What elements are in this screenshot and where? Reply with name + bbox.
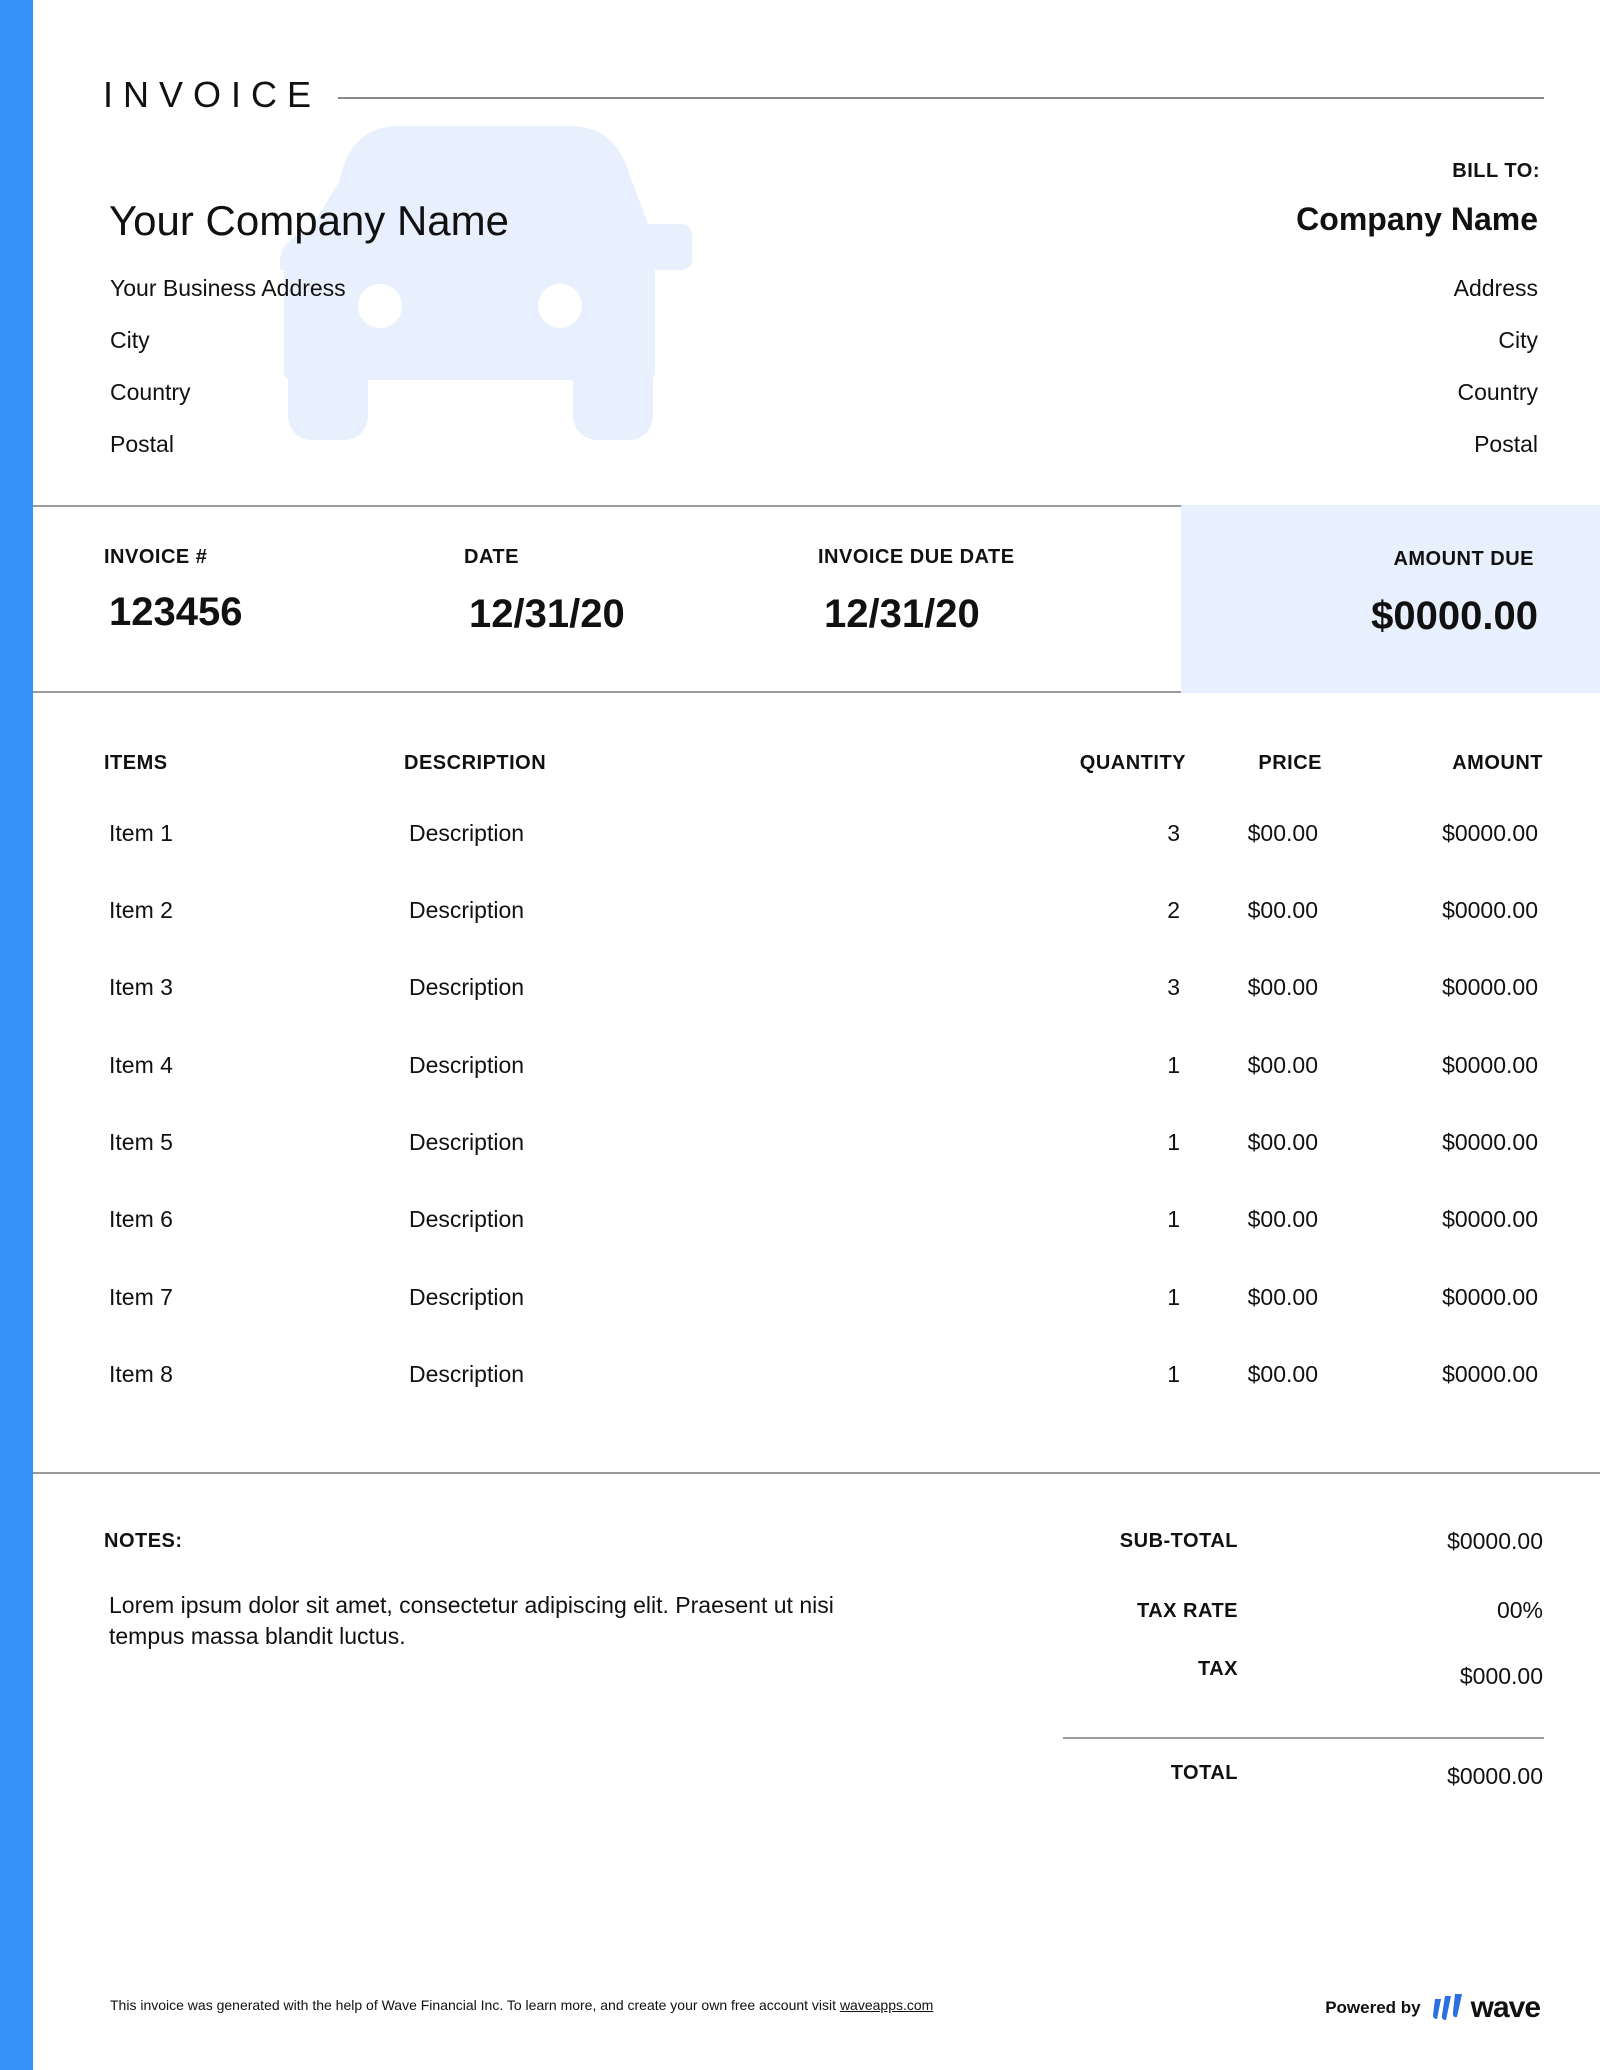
col-amount-header: AMOUNT (1452, 752, 1543, 774)
powered-by-wave[interactable] (1325, 1990, 1540, 2026)
row-item: Item 5 (109, 1129, 173, 1155)
row-description: Description (409, 1284, 525, 1310)
row-description: Description (409, 974, 525, 1000)
invoice-number: 123456 (109, 590, 243, 634)
sender-postal: Postal (110, 431, 174, 457)
tax-label: TAX (1197, 1658, 1238, 1680)
row-item: Item 1 (109, 820, 173, 846)
row-price: $00.00 (1247, 897, 1318, 923)
row-amount: $0000.00 (1442, 820, 1538, 846)
bill-to-postal: Postal (1474, 431, 1538, 457)
due-date: 12/31/20 (824, 592, 980, 636)
row-item: Item 7 (109, 1284, 173, 1310)
tax-rate-value: 00% (1496, 1597, 1543, 1623)
bill-to-address: Address (1453, 275, 1538, 301)
col-quantity-header: QUANTITY (1079, 752, 1186, 774)
table-row (0, 1204, 1600, 1281)
notes-label: NOTES: (104, 1530, 183, 1552)
row-amount: $0000.00 (1442, 1361, 1538, 1387)
row-price: $00.00 (1247, 1052, 1318, 1078)
total-value: $0000.00 (1447, 1763, 1543, 1789)
subtotal-label: SUB-TOTAL (1119, 1530, 1238, 1552)
row-description: Description (409, 1052, 525, 1078)
row-quantity: 1 (1167, 1284, 1180, 1310)
tax-value: $000.00 (1459, 1663, 1543, 1689)
row-amount: $0000.00 (1442, 974, 1538, 1000)
col-price-header: PRICE (1258, 752, 1322, 774)
table-row (0, 1359, 1600, 1436)
row-description: Description (409, 897, 525, 923)
row-description: Description (409, 820, 525, 846)
sender-city: City (110, 327, 150, 353)
bill-to-city: City (1498, 327, 1538, 353)
due-date-label: INVOICE DUE DATE (818, 546, 1015, 568)
row-price: $00.00 (1247, 974, 1318, 1000)
tax-rate-label: TAX RATE (1136, 1600, 1238, 1622)
col-description-header: DESCRIPTION (404, 752, 547, 774)
row-quantity: 1 (1167, 1052, 1180, 1078)
row-amount: $0000.00 (1442, 897, 1538, 923)
table-row (0, 972, 1600, 1049)
row-quantity: 1 (1167, 1129, 1180, 1155)
wave-brand: wave (1470, 1991, 1540, 2024)
date-label: DATE (464, 546, 519, 568)
amount-due-value: $0000.00 (1371, 594, 1538, 638)
row-description: Description (409, 1129, 525, 1155)
footer-text: This invoice was generated with the help of Wave Financial Inc. To learn more, and create your own free account visit (110, 1997, 840, 2013)
table-row (0, 1050, 1600, 1127)
row-amount: $0000.00 (1442, 1052, 1538, 1078)
subtotal-value: $0000.00 (1447, 1528, 1543, 1554)
table-row (0, 895, 1600, 972)
row-quantity: 1 (1167, 1361, 1180, 1387)
invoice-number-label: INVOICE # (104, 546, 208, 568)
row-description: Description (409, 1361, 525, 1387)
bill-to-company-name: Company Name (1296, 201, 1538, 237)
bill-to-country: Country (1457, 379, 1538, 405)
table-row (0, 1127, 1600, 1204)
table-row (0, 818, 1600, 895)
meta-top-divider (33, 505, 1181, 507)
row-item: Item 6 (109, 1206, 173, 1232)
row-item: Item 8 (109, 1361, 173, 1387)
row-price: $00.00 (1247, 1206, 1318, 1232)
footer-note (110, 1997, 933, 2013)
total-divider (1063, 1737, 1544, 1739)
invoice-title: INVOICE (103, 74, 322, 115)
row-quantity: 1 (1167, 1206, 1180, 1232)
col-items-header: ITEMS (104, 752, 168, 774)
row-amount: $0000.00 (1442, 1129, 1538, 1155)
row-amount: $0000.00 (1442, 1206, 1538, 1232)
table-bottom-divider (33, 1472, 1600, 1474)
row-item: Item 4 (109, 1052, 173, 1078)
invoice-date: 12/31/20 (469, 592, 625, 636)
row-price: $00.00 (1247, 1284, 1318, 1310)
row-quantity: 3 (1167, 974, 1180, 1000)
sender-company-name: Your Company Name (109, 197, 509, 244)
waveapps-link[interactable]: waveapps.com (839, 1997, 934, 2013)
wave-logo-icon (1431, 1993, 1467, 2023)
sender-address-line: Your Business Address (110, 275, 346, 301)
total-label: TOTAL (1170, 1762, 1238, 1784)
row-price: $00.00 (1247, 1361, 1318, 1387)
row-item: Item 2 (109, 897, 173, 923)
bill-to-label: BILL TO: (1452, 160, 1540, 182)
meta-bottom-divider (33, 691, 1181, 693)
title-divider (338, 97, 1544, 99)
row-quantity: 3 (1167, 820, 1180, 846)
table-row (0, 1282, 1600, 1359)
amount-due-label: AMOUNT DUE (1393, 548, 1534, 570)
notes-text: Lorem ipsum dolor sit amet, consectetur adipiscing elit. Praesent ut nisi tempus massa blandit luctus. (109, 1592, 834, 1649)
row-quantity: 2 (1167, 897, 1180, 923)
row-item: Item 3 (109, 974, 173, 1000)
row-amount: $0000.00 (1442, 1284, 1538, 1310)
row-price: $00.00 (1247, 820, 1318, 846)
sender-country: Country (110, 379, 191, 405)
powered-by-label: Powered by (1325, 1998, 1421, 2017)
row-price: $00.00 (1247, 1129, 1318, 1155)
row-description: Description (409, 1206, 525, 1232)
